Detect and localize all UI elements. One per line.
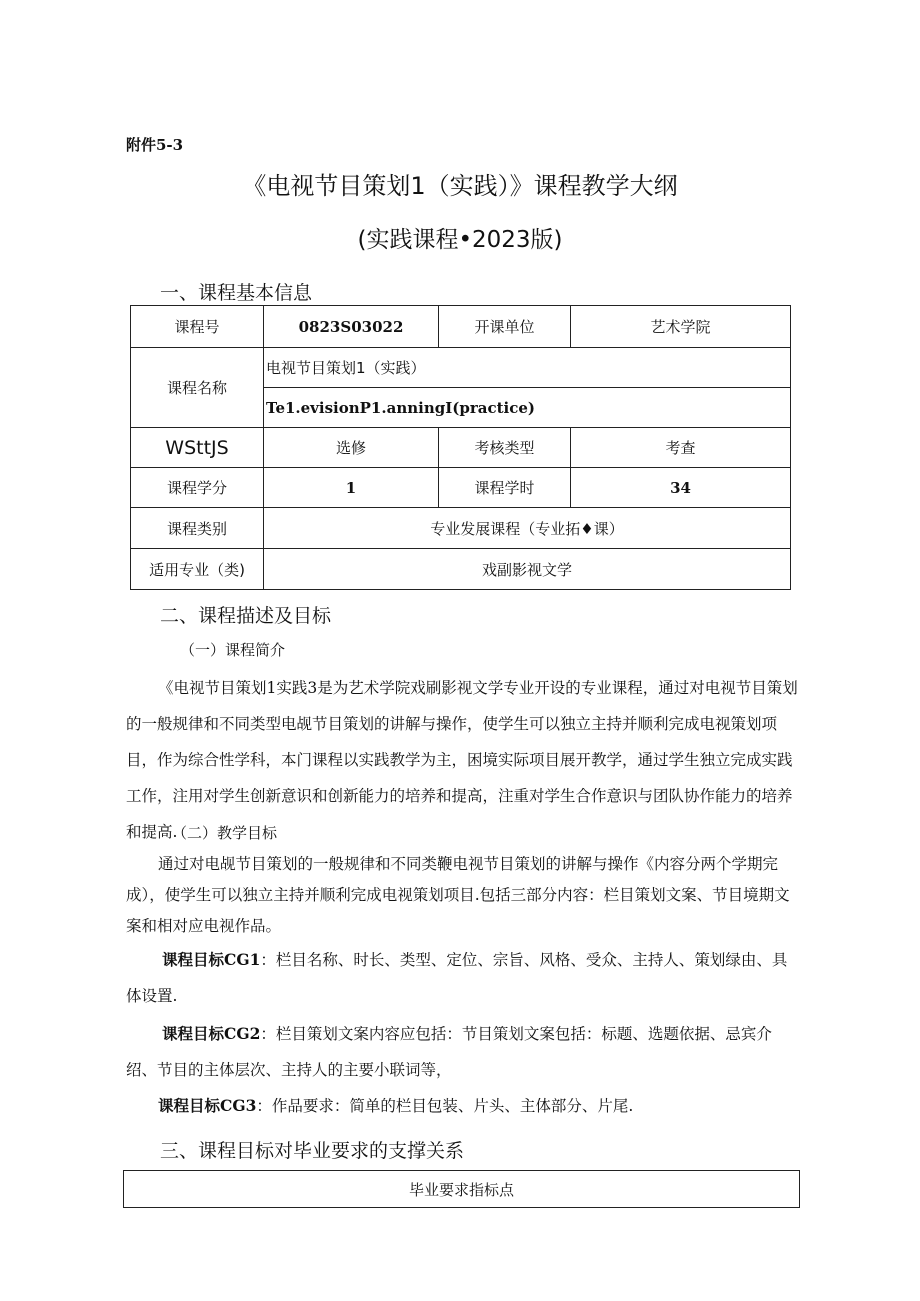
- course-name-label: 课程名称: [131, 348, 264, 428]
- page-subtitle: (实践课程•2023版): [357, 227, 563, 253]
- category-value: 专业发展课程（专业拓♦课）: [264, 508, 791, 549]
- goal-cg2-label: 课程目标CG2: [162, 1024, 261, 1043]
- course-no-value: 0823S03022: [264, 306, 439, 348]
- dept-value: 艺术学院: [571, 306, 791, 348]
- subsection-goals: （二）教学目标: [172, 824, 278, 842]
- goal-cg2: [126, 1016, 798, 1088]
- graduation-table-header-label: 毕业要求指标点: [408, 1180, 514, 1199]
- goal-cg1-label: 课程目标CG1: [162, 950, 261, 969]
- goal-cg3: [126, 1088, 798, 1124]
- goals-intro-paragraph: 通过对电觇节目策划的一般规律和不同类鞭电视节目策划的讲解与操作《内容分两个学期完成），使学生可以独立主持并顺利完成电视策划项目.包括三部分内容：栏目策划文案、节目境期文案和相对应电视作品。: [126, 855, 790, 935]
- course-nature-value: 选修: [264, 428, 439, 468]
- course-name-en: Te1.evisionP1.anningI(practice): [264, 388, 791, 428]
- graduation-table-header: [123, 1170, 800, 1208]
- dept-label: 开课单位: [439, 306, 571, 348]
- credit-label: 课程学分: [131, 468, 264, 508]
- section-graduation-support: 三、课程目标对毕业要求的支撑关系: [160, 1140, 465, 1162]
- subsection-intro: （一）课程简介: [180, 641, 286, 659]
- course-info-table: [130, 305, 791, 590]
- course-no-label: 课程号: [131, 306, 264, 348]
- intro-paragraph: 《电视节目策划1实践3是为艺术学院戏刷影视文学专业开设的专业课程，通过对电视节目策划的一般规律和不同类型电觇节目策划的讲解与操作，使学生可以独立主持并顺利完成电视策划项目，作为综合性学科，本门课程以实践教学为主，困境实际项目展开教学，通过学生独立完成实践工作，注用对学生创新意识和创新能力的培养和提高，注重对学生合作意识与团队协作能力的培养和提高.: [126, 679, 798, 841]
- hours-value: 34: [571, 468, 791, 508]
- credit-value: 1: [264, 468, 439, 508]
- major-label: 适用专业（类): [131, 549, 264, 590]
- course-name-cn: 电视节目策划1（实践）: [264, 348, 791, 388]
- assess-type-value: 考查: [571, 428, 791, 468]
- goal-cg1-text: ：栏目名称、时长、类型、定位、宗旨、风格、受众、主持人、策划绿由、具体设置.: [126, 951, 788, 1005]
- hours-label: 课程学时: [439, 468, 571, 508]
- page-title: 《电视节目策划1（实践）》课程教学大纲: [242, 172, 678, 200]
- goal-cg1: [126, 942, 798, 1014]
- major-value: 戏副影视文学: [264, 549, 791, 590]
- course-nature-label: WSttJS: [131, 428, 264, 468]
- category-label: 课程类别: [131, 508, 264, 549]
- goal-cg2-text: ：栏目策划文案内容应包括：节目策划文案包括：标题、选题依据、忌宾介绍、节目的主体层次、主持人的主要小联词等，: [126, 1025, 772, 1079]
- section-description: 二、课程描述及目标: [160, 605, 332, 627]
- attachment-label: 附件5-3: [126, 136, 184, 154]
- goal-cg3-text: ：作品要求：简单的栏目包装、片头、主体部分、片尾.: [256, 1097, 634, 1115]
- goal-cg3-label: 课程目标CG3: [158, 1096, 257, 1115]
- section-basic-info: 一、课程基本信息: [160, 282, 313, 304]
- assess-type-label: 考核类型: [439, 428, 571, 468]
